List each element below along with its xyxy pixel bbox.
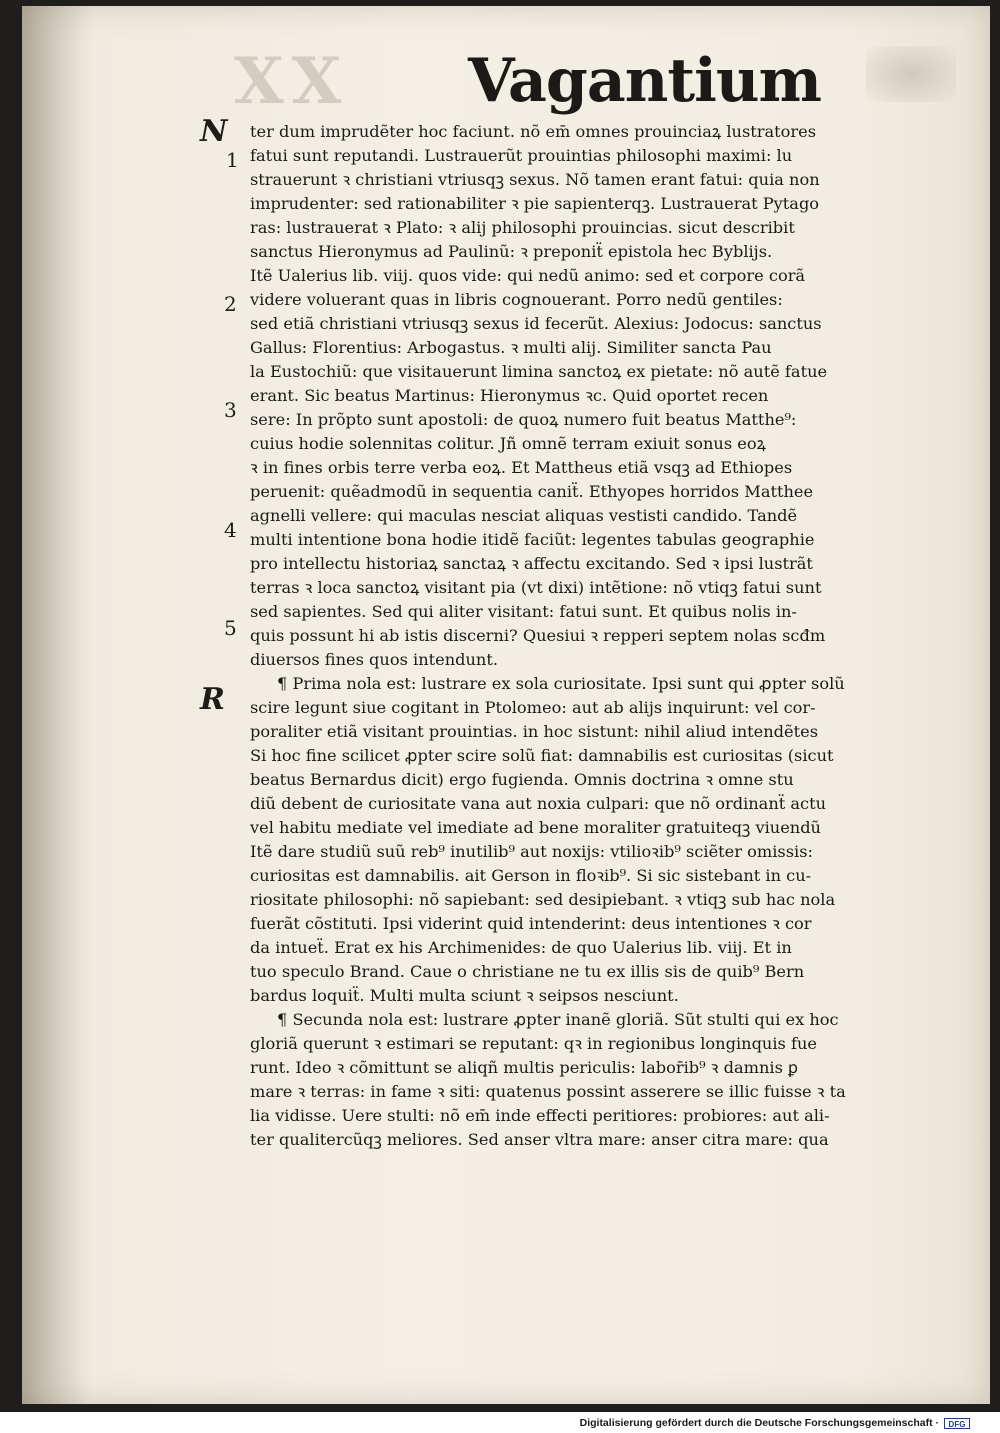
text-line: ter dum imprudẽter hoc faciunt. nõ em̄ omnes prouinciaꝝ lustratores <box>250 122 817 141</box>
text-line: terras ꝛ loca sanctoꝝ visitant pia (vt dixi) intẽtione: nõ vtiqꝫ fatui sunt <box>250 578 822 597</box>
text-line: poraliter etiã visitant prouintias. in hoc sistunt: nihil aliud intendẽtes <box>250 722 819 741</box>
text-line: Itẽ dare studiũ suũ reb⁹ inutilib⁹ aut noxijs: vtilioꝛib⁹ sciẽter omissis: <box>250 842 813 861</box>
margin-initial-r: R <box>200 682 225 717</box>
text-line: diũ debent de curiositate vana aut noxia culpari: que nõ ordinanẗ actu <box>250 794 827 813</box>
text-line: sed sapientes. Sed qui aliter visitant: fatui sunt. Et quibus nolis in- <box>250 602 797 621</box>
text-line: sanctus Hieronymus ad Paulinũ: ꝛ preponiẗ epistola hec Byblijs. <box>250 242 773 261</box>
text-line: cuius hodie solennitas colitur. Jñ omnẽ terram exiuit sonus eoꝝ <box>250 434 766 453</box>
text-line: fuerãt cõstituti. Ipsi viderint quid intenderint: deus intentiones ꝛ cor <box>250 914 812 933</box>
text-line: tuo speculo Brand. Caue o christiane ne tu ex illis sis de quib⁹ Bern <box>250 962 805 981</box>
margin-number-1: 1 <box>226 148 239 172</box>
text-line: da intueẗ. Erat ex his Archimenides: de quo Ualerius lib. viij. Et in <box>250 938 792 957</box>
text-line: ꝛ in fines orbis terre verba eoꝝ. Et Mattheus etiã vsqꝫ ad Ethiopes <box>250 458 793 477</box>
credit-text: Digitalisierung gefördert durch die Deutsche Forschungsgemeinschaft · <box>579 1417 939 1429</box>
text-line: sere: In prõpto sunt apostoli: de quoꝝ numero fuit beatus Matthe⁹: <box>250 410 797 429</box>
text-line: sed etiã christiani vtriusqꝫ sexus id fecerũt. Alexius: Jodocus: sanctus <box>250 314 822 333</box>
text-line: Si hoc fine scilicet ꝓpter scire solũ fiat: damnabilis est curiositas (sicut <box>250 746 834 765</box>
text-line: riositate philosophi: nõ sapiebant: sed desipiebant. ꝛ vtiqꝫ sub hac nola <box>250 890 836 909</box>
text-line: ras: lustrauerat ꝛ Plato: ꝛ alij philosophi prouincias. sicut describit <box>250 218 795 237</box>
text-line: curiositas est damnabilis. ait Gerson in floꝛib⁹. Si sic sistebant in cu- <box>250 866 812 885</box>
text-line: fatui sunt reputandi. Lustrauerũt prouintias philosophi maximi: lu <box>250 146 793 165</box>
bleed-through-numeral: XX <box>234 44 350 119</box>
text-line: la Eustochiũ: que visitauerunt limina sanctoꝝ ex pietate: nõ autẽ fatue <box>250 362 828 381</box>
text-line: videre voluerant quas in libris cognouerant. Porro nedũ gentiles: <box>250 290 783 309</box>
text-line: beatus Bernardus dicit) ergo fugienda. Omnis doctrina ꝛ omne stu <box>250 770 794 789</box>
text-line: diuersos fines quos intendunt. <box>250 650 499 669</box>
text-line: agnelli vellere: qui maculas nesciat aliquas vestisti candido. Tandẽ <box>250 506 798 525</box>
text-line: Itẽ Ualerius lib. viij. quos vide: qui nedũ animo: sed et corpore corã <box>250 266 806 285</box>
text-line: bardus loquiẗ. Multi multa sciunt ꝛ seipsos nesciunt. <box>250 986 679 1005</box>
dfg-logo: DFG <box>944 1418 970 1429</box>
text-line: mare ꝛ terras: in fame ꝛ siti: quatenus possint asserere se illic fuisse ꝛ ta <box>250 1082 846 1101</box>
text-line: lia vidisse. Uere stulti: nõ em̄ inde effecti peritiores: probiores: aut ali- <box>250 1106 830 1125</box>
book-page <box>22 6 990 1404</box>
body-text <box>22 6 990 1404</box>
digitization-credit <box>580 1417 970 1429</box>
text-line: peruenit: quẽadmodũ in sequentia caniẗ. Ethyopes horridos Matthee <box>250 482 814 501</box>
margin-initial-n: N <box>200 114 228 149</box>
text-line: scire legunt siue cogitant in Ptolomeo: aut ab alijs inquirunt: vel cor- <box>250 698 816 717</box>
text-line: gloriã querunt ꝛ estimari se reputant: qꝛ in regionibus longinquis fue <box>250 1034 817 1053</box>
text-line: imprudenter: sed rationabiliter ꝛ pie sapienterqꝫ. Lustrauerat Pytago <box>250 194 820 213</box>
text-line: pro intellectu historiaꝝ sanctaꝝ ꝛ affectu excitando. Sed ꝛ ipsi lustrãt <box>250 554 813 573</box>
margin-number-5: 5 <box>224 616 237 640</box>
margin-number-3: 3 <box>224 398 237 422</box>
text-line: ter qualitercũqꝫ meliores. Sed anser vltra mare: anser citra mare: qua <box>250 1130 829 1149</box>
text-line: strauerunt ꝛ christiani vtriusqꝫ sexus. Nõ tamen erant fatui: quia non <box>250 170 820 189</box>
text-line: ¶ Secunda nola est: lustrare ꝓpter inanẽ gloriã. Sũt stulti qui ex hoc <box>277 1010 839 1029</box>
text-line: Gallus: Florentius: Arbogastus. ꝛ multi alij. Similiter sancta Pau <box>250 338 772 357</box>
text-line: multi intentione bona hodie itidẽ faciũt: legentes tabulas geographie <box>250 530 815 549</box>
text-line: erant. Sic beatus Martinus: Hieronymus ꝛc. Quid oportet recen <box>250 386 769 405</box>
text-line: runt. Ideo ꝛ cõmittunt se aliqñ multis periculis: labor̄ib⁹ ꝛ damnis ꝑ <box>250 1058 798 1077</box>
text-line: ¶ Prima nola est: lustrare ex sola curiositate. Ipsi sunt qui ꝓpter solũ <box>277 674 845 693</box>
margin-number-2: 2 <box>224 292 237 316</box>
text-line: vel habitu mediate vel imediate ad bene moraliter gratuiteqꝫ viuendũ <box>250 818 821 837</box>
running-head: Vagantium <box>468 46 821 116</box>
margin-number-4: 4 <box>224 518 237 542</box>
text-line: quis possunt hi ab istis discerni? Quesiui ꝛ repperi septem nolas scđm <box>250 626 826 645</box>
